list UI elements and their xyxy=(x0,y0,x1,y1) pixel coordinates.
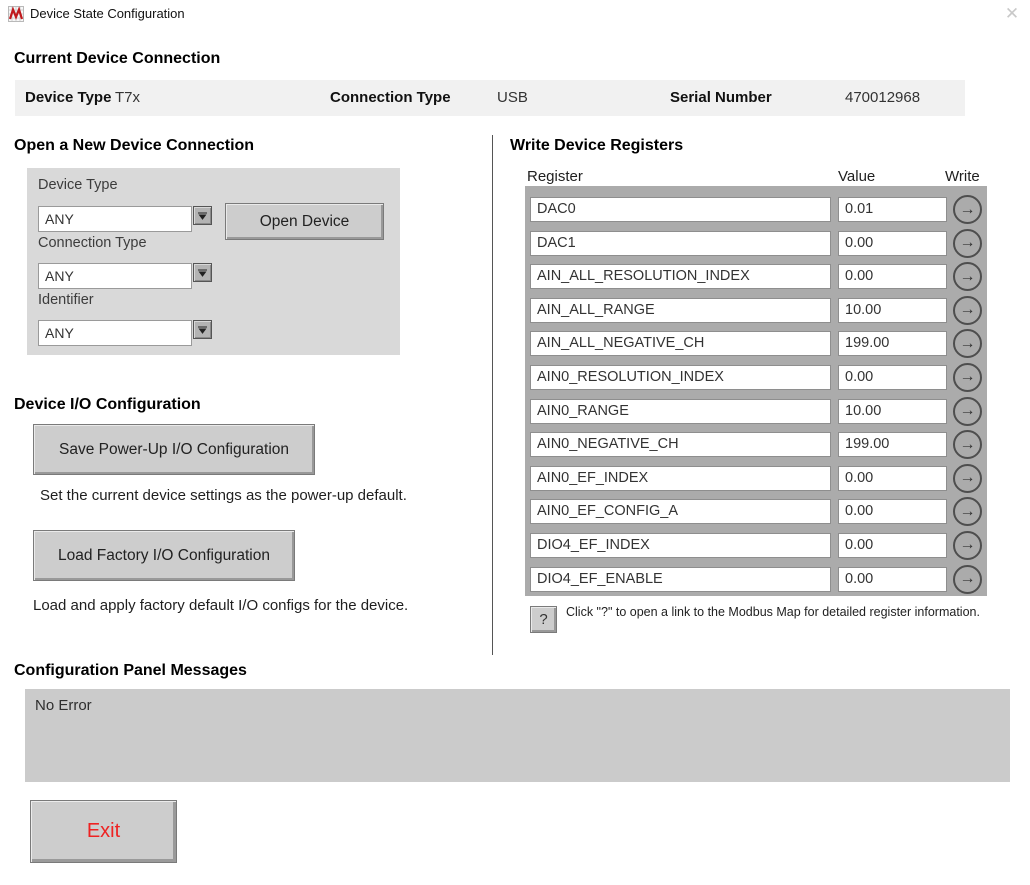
write-arrow-icon[interactable]: → xyxy=(953,363,982,392)
write-arrow-icon[interactable]: → xyxy=(953,296,982,325)
register-row xyxy=(525,365,987,390)
register-row xyxy=(525,264,987,289)
exit-button[interactable]: Exit xyxy=(30,800,177,863)
write-arrow-icon[interactable]: → xyxy=(953,397,982,426)
write-arrow-icon[interactable]: → xyxy=(953,262,982,291)
register-value-field[interactable]: 0.00 xyxy=(838,264,947,289)
register-name-field[interactable]: DAC0 xyxy=(530,197,831,222)
app-waveform-icon xyxy=(8,6,24,22)
write-arrow-icon[interactable]: → xyxy=(953,195,982,224)
register-value-field[interactable]: 0.00 xyxy=(838,533,947,558)
register-row xyxy=(525,499,987,524)
register-name-field[interactable]: AIN0_NEGATIVE_CH xyxy=(530,432,831,457)
register-row xyxy=(525,399,987,424)
write-arrow-icon[interactable]: → xyxy=(953,531,982,560)
open-connection-panel xyxy=(27,168,400,355)
register-value-field[interactable]: 0.01 xyxy=(838,197,947,222)
register-name-field[interactable]: AIN0_RESOLUTION_INDEX xyxy=(530,365,831,390)
identifier-dropdown-icon[interactable] xyxy=(193,320,212,339)
current-connection-heading: Current Device Connection xyxy=(14,50,221,67)
write-arrow-icon[interactable]: → xyxy=(953,565,982,594)
register-column-header: Register xyxy=(527,168,583,185)
register-name-field[interactable]: DIO4_EF_INDEX xyxy=(530,533,831,558)
value-column-header: Value xyxy=(838,168,876,185)
write-arrow-icon[interactable]: → xyxy=(953,430,982,459)
register-row xyxy=(525,298,987,323)
register-row xyxy=(525,197,987,222)
window-title: Device State Configuration xyxy=(30,6,185,21)
serial-number-value: 470012968 xyxy=(845,89,921,106)
connection-type-value: USB xyxy=(497,89,528,106)
register-row xyxy=(525,567,987,592)
register-value-field[interactable]: 0.00 xyxy=(838,466,947,491)
register-row xyxy=(525,331,987,356)
register-row xyxy=(525,533,987,558)
register-name-field[interactable]: DAC1 xyxy=(530,231,831,256)
messages-heading: Configuration Panel Messages xyxy=(14,662,247,679)
close-icon[interactable]: ✕ xyxy=(1004,4,1020,23)
identifier-combo[interactable]: ANY xyxy=(38,320,192,346)
current-connection-bar xyxy=(15,80,965,116)
modbus-help-text: Click "?" to open a link to the Modbus Map for detailed register information. xyxy=(566,605,980,619)
write-registers-heading: Write Device Registers xyxy=(510,137,684,154)
register-row xyxy=(525,466,987,491)
write-arrow-icon[interactable]: → xyxy=(953,229,982,258)
save-config-caption: Set the current device settings as the power-up default. xyxy=(40,487,407,504)
register-value-field[interactable]: 10.00 xyxy=(838,399,947,424)
register-name-field[interactable]: AIN0_EF_INDEX xyxy=(530,466,831,491)
device-type-value: T7x xyxy=(115,89,141,106)
register-value-field[interactable]: 199.00 xyxy=(838,331,947,356)
device-type-label: Device Type xyxy=(25,89,112,106)
save-powerup-config-button[interactable]: Save Power-Up I/O Configuration xyxy=(33,424,315,475)
identifier-label: Identifier xyxy=(38,292,94,308)
column-divider xyxy=(492,135,493,655)
register-value-field[interactable]: 199.00 xyxy=(838,432,947,457)
register-value-field[interactable]: 10.00 xyxy=(838,298,947,323)
device-type-dropdown-icon[interactable] xyxy=(193,206,212,225)
connection-type-label: Connection Type xyxy=(330,89,451,106)
register-name-field[interactable]: AIN0_RANGE xyxy=(530,399,831,424)
write-arrow-icon[interactable]: → xyxy=(953,329,982,358)
modbus-help-button[interactable]: ? xyxy=(530,606,557,633)
register-value-field[interactable]: 0.00 xyxy=(838,365,947,390)
registers-panel xyxy=(525,186,987,596)
new-connection-type-label: Connection Type xyxy=(38,235,147,251)
title-bar xyxy=(0,0,1030,28)
register-name-field[interactable]: AIN_ALL_NEGATIVE_CH xyxy=(530,331,831,356)
register-value-field[interactable]: 0.00 xyxy=(838,231,947,256)
new-device-type-label: Device Type xyxy=(38,177,118,193)
new-connection-type-combo[interactable]: ANY xyxy=(38,263,192,289)
register-name-field[interactable]: AIN0_EF_CONFIG_A xyxy=(530,499,831,524)
register-name-field[interactable]: AIN_ALL_RESOLUTION_INDEX xyxy=(530,264,831,289)
register-row xyxy=(525,432,987,457)
open-connection-heading: Open a New Device Connection xyxy=(14,137,255,154)
device-io-heading: Device I/O Configuration xyxy=(14,396,201,413)
write-column-header: Write xyxy=(945,168,980,185)
register-value-field[interactable]: 0.00 xyxy=(838,499,947,524)
open-device-button[interactable]: Open Device xyxy=(225,203,384,240)
new-device-type-combo[interactable]: ANY xyxy=(38,206,192,232)
write-arrow-icon[interactable]: → xyxy=(953,497,982,526)
register-name-field[interactable]: AIN_ALL_RANGE xyxy=(530,298,831,323)
serial-number-label: Serial Number xyxy=(670,89,772,106)
load-factory-config-button[interactable]: Load Factory I/O Configuration xyxy=(33,530,295,581)
messages-box xyxy=(25,689,1010,782)
register-name-field[interactable]: DIO4_EF_ENABLE xyxy=(530,567,831,592)
load-config-caption: Load and apply factory default I/O configs for the device. xyxy=(33,597,409,614)
write-arrow-icon[interactable]: → xyxy=(953,464,982,493)
connection-type-dropdown-icon[interactable] xyxy=(193,263,212,282)
message-text: No Error xyxy=(35,697,92,714)
register-value-field[interactable]: 0.00 xyxy=(838,567,947,592)
register-row xyxy=(525,231,987,256)
